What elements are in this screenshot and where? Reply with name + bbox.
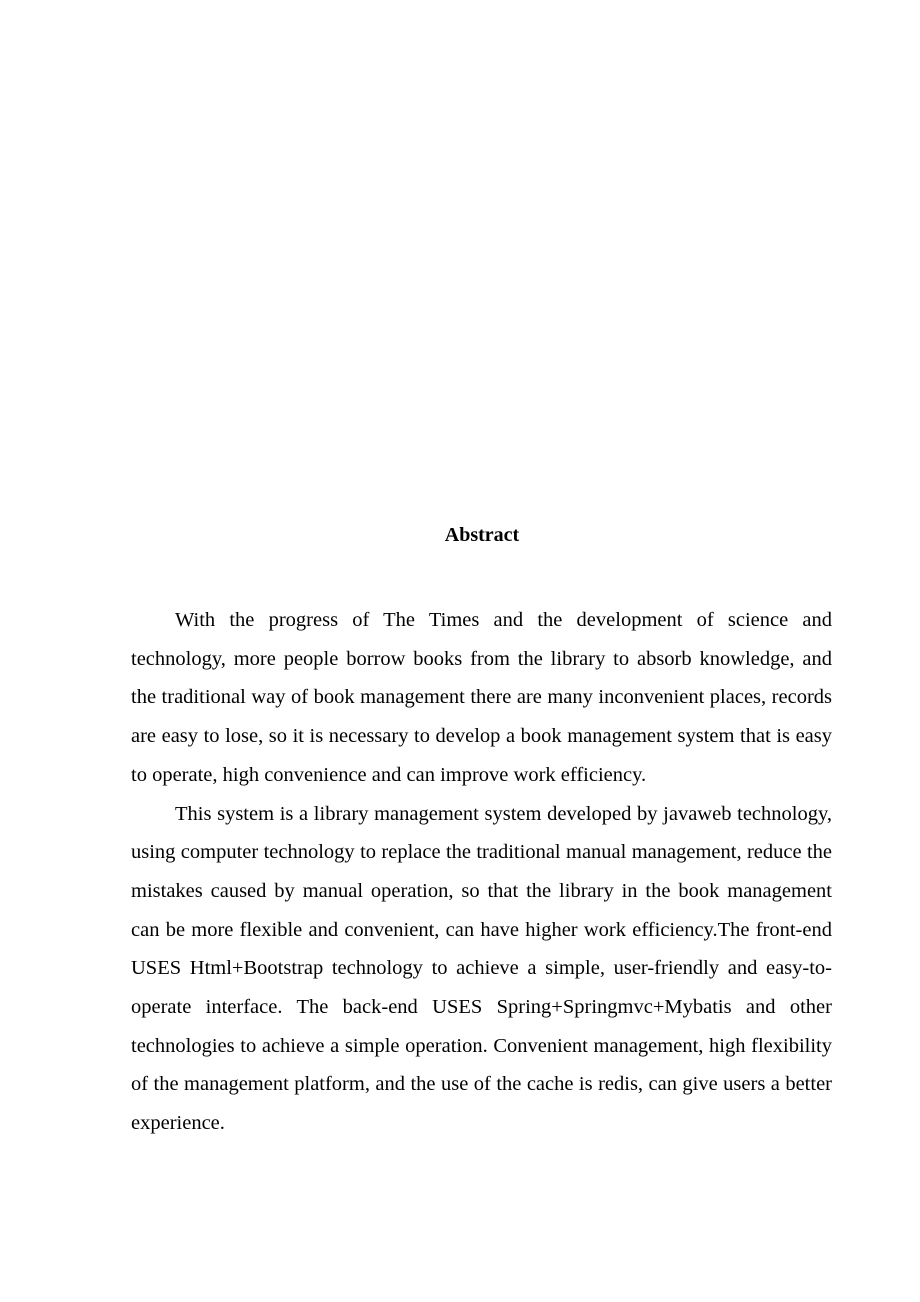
abstract-body: [131, 601, 832, 1143]
abstract-title: Abstract: [444, 524, 520, 546]
abstract-paragraph-1: With the progress of The Times and the development of science and technology, more people borrow books from the library to absorb knowledge, and the traditional way of book management there are many inconvenient places, records are easy to lose, so it is necessary to develop a book management system that is easy to operate, high convenience and can improve work efficiency.: [131, 609, 832, 786]
abstract-paragraph-2: This system is a library management system developed by javaweb technology, using computer technology to replace the traditional manual management, reduce the mistakes caused by manual operation, so that the library in the book management can be more flexible and convenient, can have higher work efficiency.The front-end USES Html+Bootstrap technology to achieve a simple, user-friendly and easy-to-operate interface. The back-end USES Spring+Springmvc+Mybatis and other technologies to achieve a simple operation. Convenient management, high flexibility of the management platform, and the use of the cache is redis, can give users a better experience.: [131, 802, 832, 1135]
